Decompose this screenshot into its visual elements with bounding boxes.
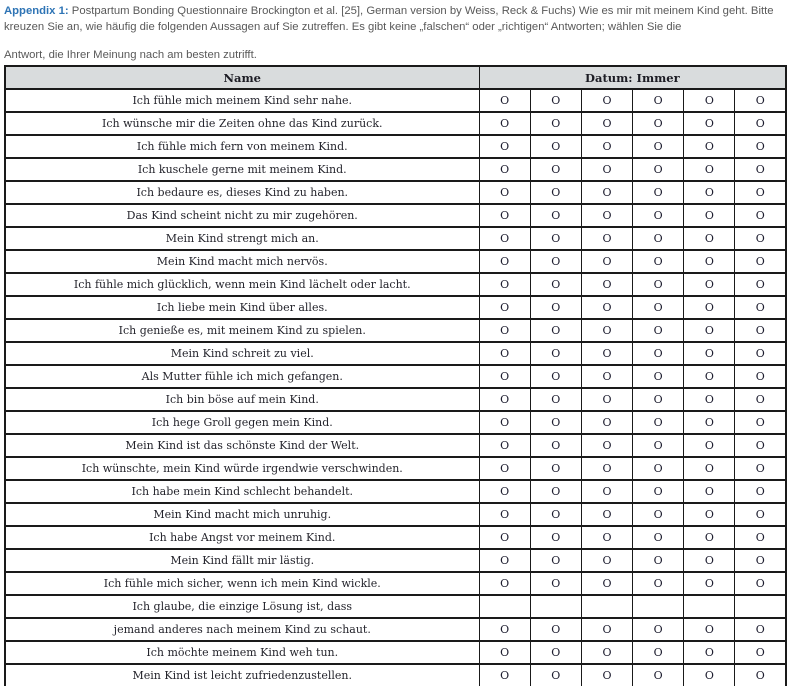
answer-option-circle[interactable]: O (530, 664, 581, 686)
answer-option-circle[interactable]: O (735, 388, 786, 411)
intro-paragraph (4, 3, 785, 35)
answer-option-circle[interactable]: O (530, 273, 581, 296)
intro-text-line2: Antwort, die Ihrer Meinung nach am besten zutrifft. (4, 49, 257, 61)
statement-cell: Mein Kind fällt mir lästig. (5, 549, 479, 572)
answer-option-circle[interactable]: O (479, 296, 530, 319)
answer-option-circle[interactable]: O (479, 526, 530, 549)
header-row (5, 66, 786, 89)
table-row (5, 664, 786, 686)
answer-option-circle[interactable]: O (684, 480, 735, 503)
answer-option-circle[interactable]: O (530, 112, 581, 135)
answer-option-circle[interactable]: O (479, 388, 530, 411)
empty-answer-cell (684, 595, 735, 618)
answer-option-circle[interactable]: O (735, 503, 786, 526)
table-row (5, 526, 786, 549)
table-row (5, 549, 786, 572)
answer-option-circle[interactable]: O (633, 618, 684, 641)
answer-option-circle[interactable]: O (479, 319, 530, 342)
answer-option-circle[interactable]: O (479, 204, 530, 227)
answer-option-circle[interactable]: O (479, 480, 530, 503)
answer-option-circle[interactable]: O (633, 158, 684, 181)
empty-answer-cell (735, 595, 786, 618)
answer-option-circle[interactable]: O (581, 549, 632, 572)
answer-option-circle[interactable]: O (581, 388, 632, 411)
answer-option-circle[interactable]: O (530, 618, 581, 641)
answer-option-circle[interactable]: O (530, 572, 581, 595)
answer-option-circle[interactable]: O (479, 618, 530, 641)
answer-option-circle[interactable]: O (633, 227, 684, 250)
answer-option-circle[interactable]: O (530, 411, 581, 434)
answer-option-circle[interactable]: O (684, 365, 735, 388)
answer-option-circle[interactable]: O (684, 112, 735, 135)
answer-option-circle[interactable]: O (479, 457, 530, 480)
answer-option-circle[interactable]: O (633, 89, 684, 112)
answer-option-circle[interactable]: O (684, 618, 735, 641)
answer-option-circle[interactable]: O (479, 434, 530, 457)
table-row (5, 411, 786, 434)
answer-option-circle[interactable]: O (633, 503, 684, 526)
answer-option-circle[interactable]: O (479, 664, 530, 686)
statement-cell: Mein Kind macht mich unruhig. (5, 503, 479, 526)
answer-option-circle[interactable]: O (735, 227, 786, 250)
answer-option-circle[interactable]: O (479, 227, 530, 250)
answer-option-circle[interactable]: O (633, 135, 684, 158)
statement-cell: Ich fühle mich glücklich, wenn mein Kind lächelt oder lacht. (5, 273, 479, 296)
answer-option-circle[interactable]: O (735, 365, 786, 388)
table-head (5, 66, 786, 89)
statement-cell: Ich wünschte, mein Kind würde irgendwie verschwinden. (5, 457, 479, 480)
answer-option-circle[interactable]: O (684, 641, 735, 664)
answer-option-circle[interactable]: O (581, 434, 632, 457)
statement-cell: Ich glaube, die einzige Lösung ist, dass (5, 595, 479, 618)
answer-option-circle[interactable]: O (735, 480, 786, 503)
statement-cell: Mein Kind strengt mich an. (5, 227, 479, 250)
answer-option-circle[interactable]: O (581, 365, 632, 388)
answer-option-circle[interactable]: O (633, 388, 684, 411)
table-row (5, 595, 786, 618)
empty-answer-cell (633, 595, 684, 618)
answer-option-circle[interactable]: O (684, 135, 735, 158)
answer-option-circle[interactable]: O (684, 388, 735, 411)
answer-option-circle[interactable]: O (633, 342, 684, 365)
statement-cell: Ich genieße es, mit meinem Kind zu spielen. (5, 319, 479, 342)
answer-option-circle[interactable]: O (735, 549, 786, 572)
table-row (5, 388, 786, 411)
answer-option-circle[interactable]: O (530, 365, 581, 388)
answer-option-circle[interactable]: O (581, 227, 632, 250)
answer-option-circle[interactable]: O (735, 158, 786, 181)
answer-option-circle[interactable]: O (633, 480, 684, 503)
statement-cell: Das Kind scheint nicht zu mir zugehören. (5, 204, 479, 227)
statement-cell: Ich kuschele gerne mit meinem Kind. (5, 158, 479, 181)
answer-option-circle[interactable]: O (581, 181, 632, 204)
answer-option-circle[interactable]: O (479, 503, 530, 526)
statement-cell: Ich fühle mich meinem Kind sehr nahe. (5, 89, 479, 112)
answer-option-circle[interactable]: O (530, 457, 581, 480)
table-row (5, 342, 786, 365)
answer-option-circle[interactable]: O (633, 526, 684, 549)
answer-option-circle[interactable]: O (684, 526, 735, 549)
answer-option-circle[interactable]: O (581, 89, 632, 112)
answer-option-circle[interactable]: O (684, 549, 735, 572)
answer-option-circle[interactable]: O (633, 664, 684, 686)
answer-option-circle[interactable]: O (581, 457, 632, 480)
answer-option-circle[interactable]: O (530, 181, 581, 204)
answer-option-circle[interactable]: O (735, 457, 786, 480)
answer-option-circle[interactable]: O (633, 434, 684, 457)
table-row (5, 89, 786, 112)
questionnaire-table (4, 65, 787, 686)
answer-option-circle[interactable]: O (735, 273, 786, 296)
answer-option-circle[interactable]: O (479, 135, 530, 158)
answer-option-circle[interactable]: O (633, 572, 684, 595)
statement-cell: Ich bin böse auf mein Kind. (5, 388, 479, 411)
answer-option-circle[interactable]: O (530, 158, 581, 181)
answer-option-circle[interactable]: O (530, 319, 581, 342)
answer-option-circle[interactable]: O (633, 457, 684, 480)
answer-option-circle[interactable]: O (633, 365, 684, 388)
answer-option-circle[interactable]: O (530, 89, 581, 112)
answer-option-circle[interactable]: O (581, 250, 632, 273)
answer-option-circle[interactable]: O (684, 342, 735, 365)
answer-option-circle[interactable]: O (735, 296, 786, 319)
answer-option-circle[interactable]: O (735, 250, 786, 273)
answer-option-circle[interactable]: O (479, 342, 530, 365)
statement-cell: Mein Kind macht mich nervös. (5, 250, 479, 273)
answer-option-circle[interactable]: O (581, 158, 632, 181)
answer-option-circle[interactable]: O (581, 641, 632, 664)
statement-cell: Ich hege Groll gegen mein Kind. (5, 411, 479, 434)
statement-cell: Ich wünsche mir die Zeiten ohne das Kind zurück. (5, 112, 479, 135)
answer-option-circle[interactable]: O (633, 411, 684, 434)
answer-option-circle[interactable]: O (530, 503, 581, 526)
answer-option-circle[interactable]: O (633, 181, 684, 204)
answer-option-circle[interactable]: O (530, 250, 581, 273)
answer-option-circle[interactable]: O (735, 526, 786, 549)
table-row (5, 480, 786, 503)
table-row (5, 457, 786, 480)
table-row (5, 296, 786, 319)
table-row (5, 158, 786, 181)
table-row (5, 641, 786, 664)
answer-option-circle[interactable]: O (684, 158, 735, 181)
answer-option-circle[interactable]: O (684, 273, 735, 296)
datum-column-header: Datum: Immer (479, 66, 786, 89)
answer-option-circle[interactable]: O (581, 480, 632, 503)
answer-option-circle[interactable]: O (530, 549, 581, 572)
answer-option-circle[interactable]: O (479, 641, 530, 664)
answer-option-circle[interactable]: O (684, 503, 735, 526)
answer-option-circle[interactable]: O (530, 296, 581, 319)
table-row (5, 319, 786, 342)
answer-option-circle[interactable]: O (633, 250, 684, 273)
answer-option-circle[interactable]: O (633, 319, 684, 342)
statement-cell: Als Mutter fühle ich mich gefangen. (5, 365, 479, 388)
answer-option-circle[interactable]: O (479, 181, 530, 204)
answer-option-circle[interactable]: O (530, 342, 581, 365)
empty-answer-cell (530, 595, 581, 618)
statement-cell: Ich bedaure es, dieses Kind zu haben. (5, 181, 479, 204)
answer-option-circle[interactable]: O (479, 273, 530, 296)
answer-option-circle[interactable]: O (735, 572, 786, 595)
answer-option-circle[interactable]: O (479, 112, 530, 135)
answer-option-circle[interactable]: O (684, 664, 735, 686)
answer-option-circle[interactable]: O (530, 204, 581, 227)
answer-option-circle[interactable]: O (735, 434, 786, 457)
answer-option-circle[interactable]: O (633, 112, 684, 135)
answer-option-circle[interactable]: O (684, 227, 735, 250)
answer-option-circle[interactable]: O (684, 434, 735, 457)
name-column-header: Name (5, 66, 479, 89)
answer-option-circle[interactable]: O (581, 135, 632, 158)
answer-option-circle[interactable]: O (581, 664, 632, 686)
answer-option-circle[interactable]: O (684, 250, 735, 273)
answer-option-circle[interactable]: O (581, 204, 632, 227)
answer-option-circle[interactable]: O (479, 158, 530, 181)
statement-cell: Ich fühle mich sicher, wenn ich mein Kind wickle. (5, 572, 479, 595)
answer-option-circle[interactable]: O (633, 641, 684, 664)
answer-option-circle[interactable]: O (479, 572, 530, 595)
table-row (5, 434, 786, 457)
statement-cell: jemand anderes nach meinem Kind zu schaut. (5, 618, 479, 641)
answer-option-circle[interactable]: O (633, 273, 684, 296)
statement-cell: Ich fühle mich fern von meinem Kind. (5, 135, 479, 158)
table-row (5, 204, 786, 227)
intro-text: Postpartum Bonding Questionnaire Brockington et al. [25], German version by Weiss, Reck & Fuchs) Wie es mir mit meinem Kind geht. Bitte kreuzen Sie an, wie häufig die folgenden Aussagen auf Sie zutreffen. Es gibt keine „falschen“ oder „richtigen“ Antworten; wählen Sie die (4, 5, 774, 33)
answer-option-circle[interactable]: O (479, 411, 530, 434)
questionnaire-body (5, 89, 786, 686)
table-row (5, 618, 786, 641)
answer-option-circle[interactable]: O (735, 664, 786, 686)
answer-option-circle[interactable]: O (581, 112, 632, 135)
answer-option-circle[interactable]: O (581, 319, 632, 342)
answer-option-circle[interactable]: O (684, 411, 735, 434)
answer-option-circle[interactable]: O (581, 411, 632, 434)
answer-option-circle[interactable]: O (581, 618, 632, 641)
statement-cell: Mein Kind ist das schönste Kind der Welt. (5, 434, 479, 457)
table-row (5, 112, 786, 135)
table-row (5, 250, 786, 273)
table-row (5, 365, 786, 388)
answer-option-circle[interactable]: O (735, 342, 786, 365)
answer-option-circle[interactable]: O (581, 273, 632, 296)
answer-option-circle[interactable]: O (735, 618, 786, 641)
answer-option-circle[interactable]: O (581, 503, 632, 526)
answer-option-circle[interactable]: O (479, 365, 530, 388)
answer-option-circle[interactable]: O (530, 135, 581, 158)
answer-option-circle[interactable]: O (530, 641, 581, 664)
statement-cell: Mein Kind schreit zu viel. (5, 342, 479, 365)
answer-option-circle[interactable]: O (530, 480, 581, 503)
table-row (5, 503, 786, 526)
answer-option-circle[interactable]: O (530, 388, 581, 411)
answer-option-circle[interactable]: O (684, 319, 735, 342)
statement-cell: Ich liebe mein Kind über alles. (5, 296, 479, 319)
answer-option-circle[interactable]: O (684, 181, 735, 204)
answer-option-circle[interactable]: O (735, 181, 786, 204)
answer-option-circle[interactable]: O (684, 572, 735, 595)
answer-option-circle[interactable]: O (633, 204, 684, 227)
answer-option-circle[interactable]: O (735, 204, 786, 227)
answer-option-circle[interactable]: O (735, 641, 786, 664)
answer-option-circle[interactable]: O (581, 526, 632, 549)
answer-option-circle[interactable]: O (633, 549, 684, 572)
statement-cell: Ich möchte meinem Kind weh tun. (5, 641, 479, 664)
answer-option-circle[interactable]: O (530, 434, 581, 457)
answer-option-circle[interactable]: O (479, 250, 530, 273)
answer-option-circle[interactable]: O (735, 411, 786, 434)
statement-cell: Mein Kind ist leicht zufriedenzustellen. (5, 664, 479, 686)
answer-option-circle[interactable]: O (735, 89, 786, 112)
statement-cell: Ich habe Angst vor meinem Kind. (5, 526, 479, 549)
table-row (5, 227, 786, 250)
answer-option-circle[interactable]: O (581, 572, 632, 595)
answer-option-circle[interactable]: O (684, 457, 735, 480)
answer-option-circle[interactable]: O (735, 319, 786, 342)
table-row (5, 135, 786, 158)
empty-answer-cell (581, 595, 632, 618)
answer-option-circle[interactable]: O (530, 227, 581, 250)
answer-option-circle[interactable]: O (581, 342, 632, 365)
statement-cell: Ich habe mein Kind schlecht behandelt. (5, 480, 479, 503)
answer-option-circle[interactable]: O (479, 89, 530, 112)
table-row (5, 572, 786, 595)
answer-option-circle[interactable]: O (479, 549, 530, 572)
answer-option-circle[interactable]: O (735, 112, 786, 135)
answer-option-circle[interactable]: O (684, 89, 735, 112)
answer-option-circle[interactable]: O (530, 526, 581, 549)
answer-option-circle[interactable]: O (684, 296, 735, 319)
empty-answer-cell (479, 595, 530, 618)
answer-option-circle[interactable]: O (684, 204, 735, 227)
table-row (5, 273, 786, 296)
table-row (5, 181, 786, 204)
answer-option-circle[interactable]: O (581, 296, 632, 319)
answer-option-circle[interactable]: O (633, 296, 684, 319)
answer-option-circle[interactable]: O (735, 135, 786, 158)
appendix-label: Appendix 1: (4, 5, 69, 17)
